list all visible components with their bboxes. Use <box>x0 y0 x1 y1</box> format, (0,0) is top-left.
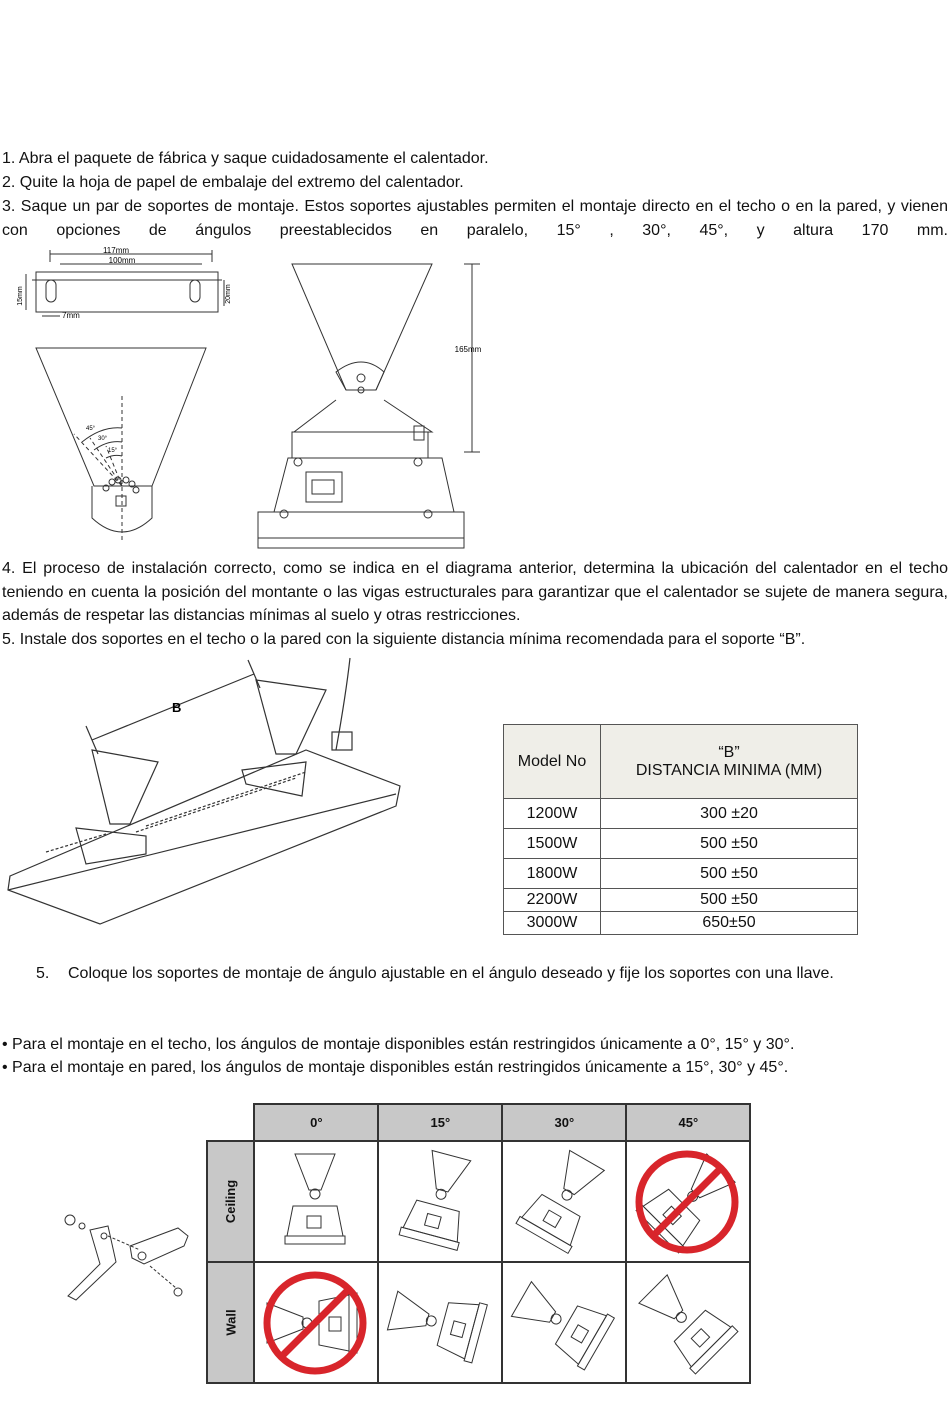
step-5: 5. Instale dos soportes en el techo o la pared con la siguiente distancia mínima recomendada para el soporte “B”. <box>2 631 806 648</box>
step-5-adjust-text: Coloque los soportes de montaje de ángulo ajustable en el ángulo deseado y fije los soportes con una llave. <box>68 965 834 982</box>
dim-right-height: 20mm <box>225 284 232 304</box>
heater-icon <box>385 1282 487 1363</box>
table-row <box>504 912 858 935</box>
angle-45-label: 45° <box>86 426 96 432</box>
step-2: 2. Quite la hoja de papel de embalaje del extremo del calentador. <box>2 174 464 191</box>
mounting-angle-table <box>206 1103 751 1384</box>
heater-icon <box>516 1145 613 1253</box>
distance-b-label: B <box>172 700 182 715</box>
bullet-ceiling: • Para el montaje en el techo, los ángulos de montaje disponibles están restringidos únicamente a 0°, 15° y 30°. <box>2 1036 795 1053</box>
wall-30deg-cell <box>502 1262 626 1383</box>
step-3: 3. Saque un par de soportes de montaje. Estos soportes ajustables permiten el montaje directo en el techo o en la pared, y vienen con opciones de ángulos preestablecidos en paralelo, 15° , 30°, 45°, y altura 170 mm. <box>2 198 948 239</box>
model-cell: 3000W <box>504 912 601 935</box>
ceiling-15deg-cell <box>378 1141 502 1262</box>
ceiling-0deg-cell <box>254 1141 378 1262</box>
col-distance-header-line1: “B” <box>718 743 740 761</box>
heater-icon <box>399 1148 480 1250</box>
heater-icon <box>285 1154 345 1244</box>
ceiling-45deg-cell <box>626 1141 750 1262</box>
dim-left-height: 15mm <box>17 286 24 306</box>
min-distance-table <box>503 724 858 935</box>
total-height-label: 165mm <box>454 345 482 354</box>
heater-side-drawing <box>254 260 494 552</box>
col-model-header: Model No <box>504 725 601 799</box>
step-5-adjust <box>36 962 834 985</box>
distance-cell: 500 ±50 <box>601 829 858 859</box>
col-45deg: 45° <box>626 1104 750 1141</box>
col-0deg: 0° <box>254 1104 378 1141</box>
prohibited-icon <box>639 1154 735 1250</box>
angle-30-label: 30° <box>98 436 108 442</box>
wall-0deg-cell <box>254 1262 378 1383</box>
step-4: 4. El proceso de instalación correcto, como se indica en el diagrama anterior, determina la ubicación del calentador en el techo teniendo en cuenta la posición del montante o las vigas estructurales para garantizar que el calentador se sujete de manera segura, además de respetar las distancias mínimas al suelo y otras restricciones. <box>2 560 948 624</box>
table-row <box>504 889 858 912</box>
col-15deg: 15° <box>378 1104 502 1141</box>
table-row <box>504 859 858 889</box>
heater-install-drawing <box>6 654 426 930</box>
angle-15-label: 15° <box>108 448 118 454</box>
step-5-adjust-number: 5. <box>36 965 50 982</box>
table-row <box>504 799 858 829</box>
dim-offset-label: 7mm <box>62 311 80 320</box>
bullet-wall: • Para el montaje en pared, los ángulos de montaje disponibles están restringidos únicamente a 15°, 30° y 45°. <box>2 1059 789 1076</box>
distance-cell: 300 ±20 <box>601 799 858 829</box>
bracket-assembly-drawing <box>60 1206 200 1306</box>
bracket-angle-diagram <box>34 346 214 546</box>
dim-outer-label: 117mm <box>102 246 130 255</box>
col-distance-header-line2: DISTANCIA MINIMA (MM) <box>635 761 823 779</box>
model-cell: 1800W <box>504 859 601 889</box>
table-row <box>504 829 858 859</box>
model-cell: 1500W <box>504 829 601 859</box>
model-cell: 2200W <box>504 889 601 912</box>
dim-inner-label: 100mm <box>108 256 136 265</box>
heater-icon <box>632 1268 738 1374</box>
wall-45deg-cell <box>626 1262 750 1383</box>
bracket-dimension-drawing <box>12 244 232 324</box>
heater-icon <box>507 1273 615 1370</box>
model-cell: 1200W <box>504 799 601 829</box>
corner-cell <box>207 1104 254 1141</box>
distance-cell: 500 ±50 <box>601 889 858 912</box>
row-ceiling-label: Ceiling <box>207 1141 254 1262</box>
wall-15deg-cell <box>378 1262 502 1383</box>
ceiling-30deg-cell <box>502 1141 626 1262</box>
distance-cell: 650±50 <box>601 912 858 935</box>
col-distance-header <box>601 725 858 799</box>
col-30deg: 30° <box>502 1104 626 1141</box>
distance-cell: 500 ±50 <box>601 859 858 889</box>
step-1: 1. Abra el paquete de fábrica y saque cuidadosamente el calentador. <box>2 150 489 167</box>
row-wall-label: Wall <box>207 1262 254 1383</box>
